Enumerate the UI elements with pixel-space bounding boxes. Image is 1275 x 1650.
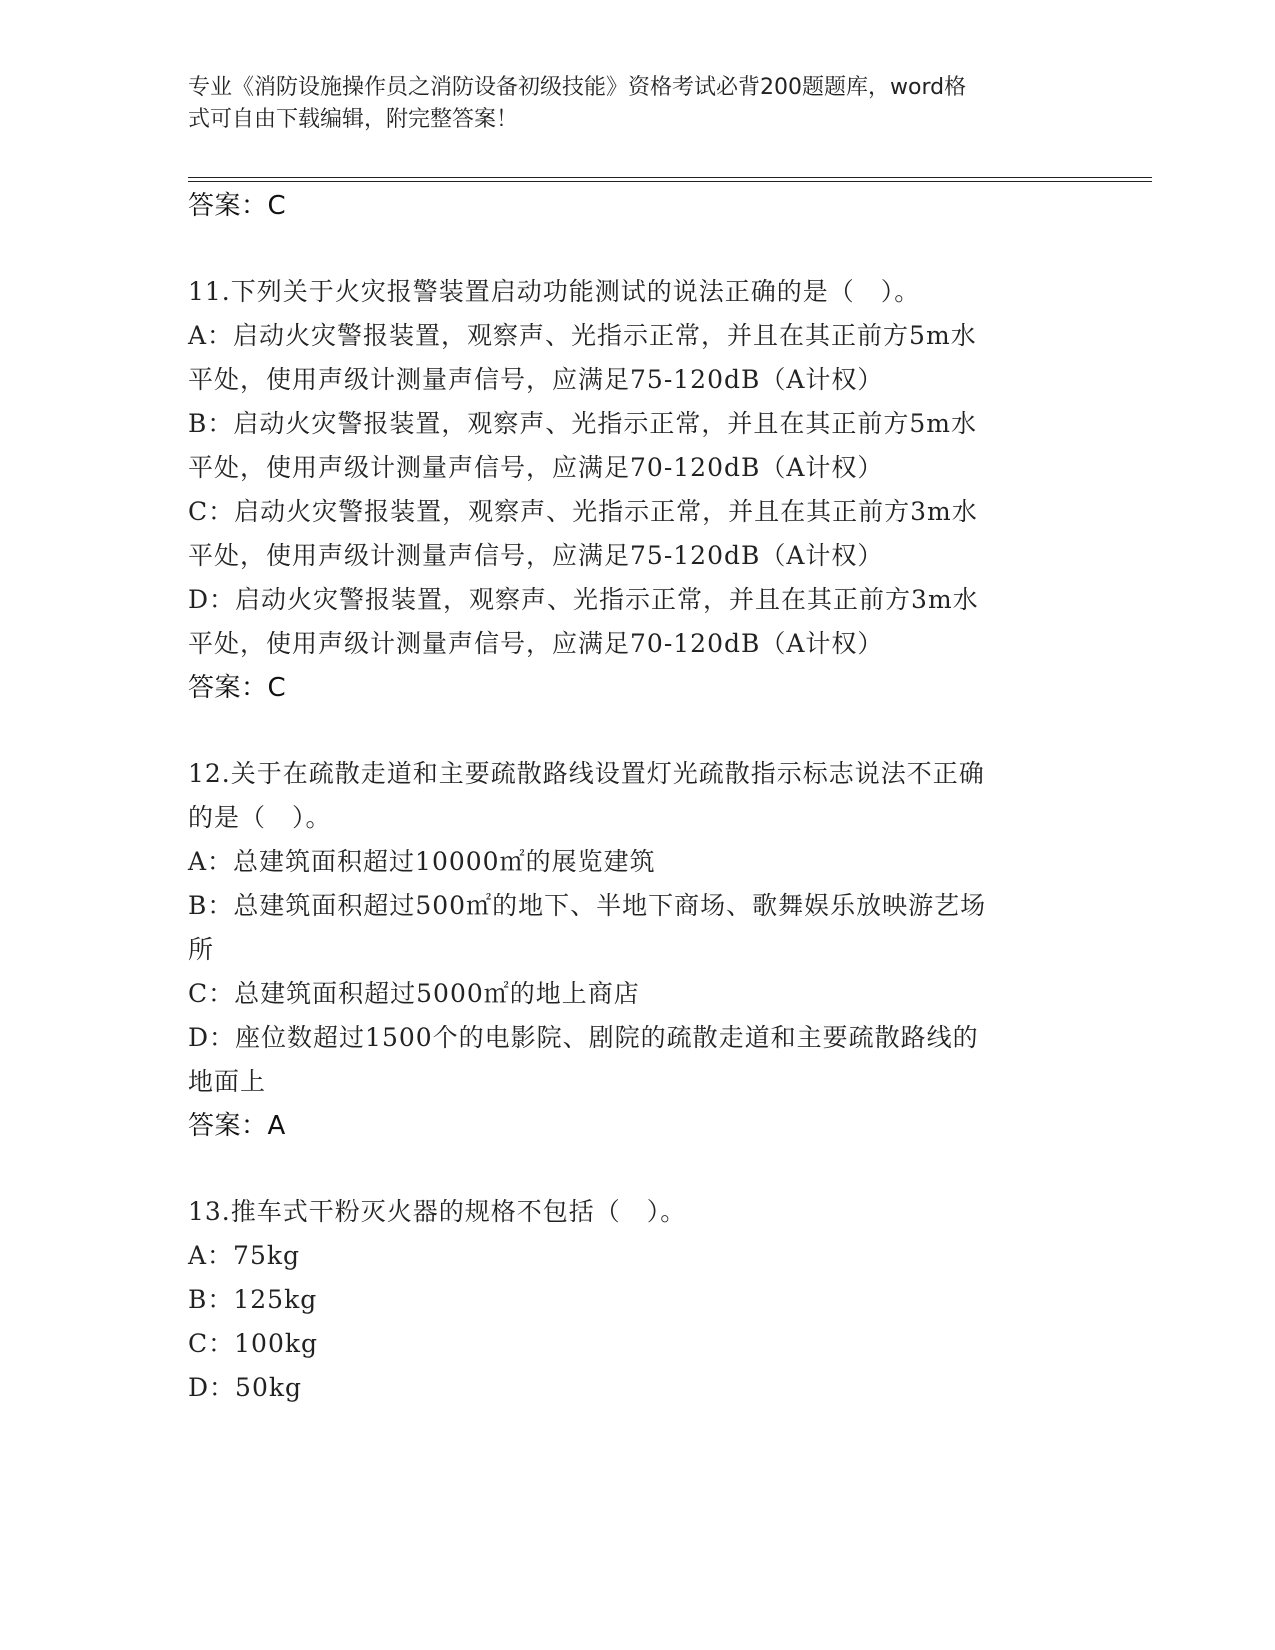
question-11-option-a: A：启动火灾警报装置，观察声、光指示正常，并且在其正前方5m水 (188, 321, 977, 350)
question-12-option-a: A：总建筑面积超过10000㎡的展览建筑 (188, 847, 656, 876)
header-rule-thin (188, 181, 1152, 182)
question-11-option-c-cont: 平处，使用声级计测量声信号，应满足75-120dB（A计权） (188, 541, 884, 570)
question-12-option-d: D：座位数超过1500个的电影院、剧院的疏散走道和主要疏散路线的 (188, 1023, 979, 1052)
question-11-option-d-cont: 平处，使用声级计测量声信号，应满足70-120dB（A计权） (188, 629, 884, 658)
question-13-option-b: B：125kg (188, 1285, 318, 1314)
question-11-option-c: C：启动火灾警报装置，观察声、光指示正常，并且在其正前方3m水 (188, 497, 978, 526)
question-13-option-d: D：50kg (188, 1373, 303, 1402)
question-11-option-d: D：启动火灾警报装置，观察声、光指示正常，并且在其正前方3m水 (188, 585, 979, 614)
header-line-2: 式可自由下载编辑，附完整答案！ (188, 107, 519, 132)
question-11-stem: 11.下列关于火灾报警装置启动功能测试的说法正确的是（ ）。 (188, 277, 921, 306)
header-line-1: 专业《消防设施操作员之消防设备初级技能》资格考试必背200题题库，word格 (188, 75, 967, 100)
question-13-stem: 13.推车式干粉灭火器的规格不包括（ ）。 (188, 1197, 687, 1226)
document-header (188, 72, 1088, 136)
question-11-option-a-cont: 平处，使用声级计测量声信号，应满足75-120dB（A计权） (188, 365, 884, 394)
question-12-answer: 答案：A (188, 1111, 286, 1141)
header-rule (188, 177, 1152, 178)
question-11-option-b-cont: 平处，使用声级计测量声信号，应满足70-120dB（A计权） (188, 453, 884, 482)
question-13-option-a: A：75kg (188, 1241, 301, 1270)
question-12-option-b: B：总建筑面积超过500㎡的地下、半地下商场、歌舞娱乐放映游艺场 (188, 891, 987, 920)
question-12-option-b-cont: 所 (188, 935, 215, 964)
question-11-option-b: B：启动火灾警报装置，观察声、光指示正常，并且在其正前方5m水 (188, 409, 977, 438)
question-12-option-c: C：总建筑面积超过5000㎡的地上商店 (188, 979, 640, 1008)
question-12-stem-cont: 的是（ ）。 (188, 803, 332, 832)
prev-answer: 答案：C (188, 191, 287, 221)
question-13-option-c: C：100kg (188, 1329, 318, 1358)
question-11-answer: 答案：C (188, 673, 287, 703)
question-12-option-d-cont: 地面上 (188, 1067, 267, 1096)
question-12-stem: 12.关于在疏散走道和主要疏散路线设置灯光疏散指示标志说法不正确 (188, 759, 985, 788)
